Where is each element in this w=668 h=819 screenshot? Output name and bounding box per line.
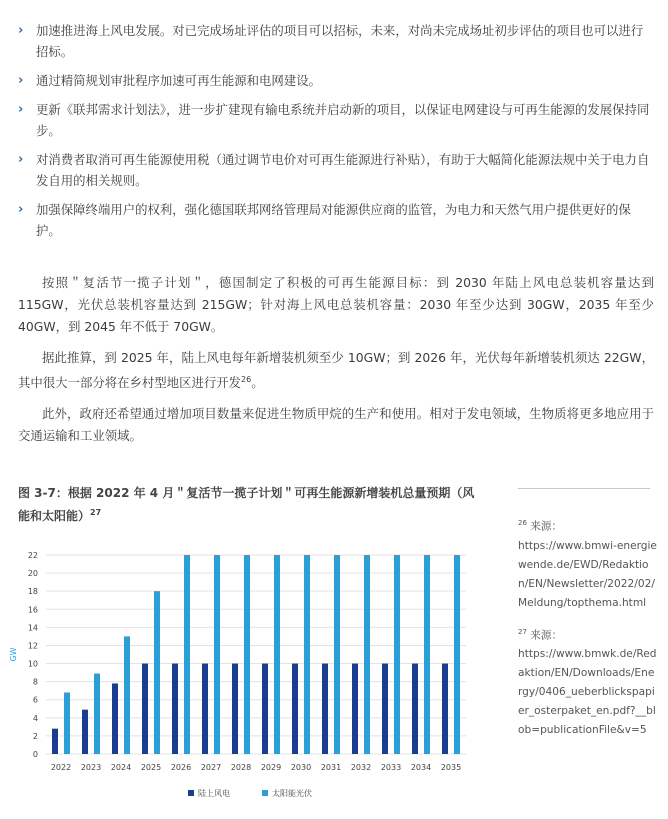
bar	[142, 664, 148, 754]
footnote-number: 27	[518, 627, 527, 636]
bullet-item	[18, 70, 654, 91]
footnote	[518, 514, 658, 613]
paragraph: 按照＂复活节一揽子计划＂，德国制定了积极的可再生能源目标：到 2030 年陆上风电总装机容量达到 115GW，光伏总装机容量达到 215GW；针对海上风电总装机容量：2030 年至少达到 30GW，2035 年至少 40GW，到 2045 年不低于 70GW。	[18, 275, 654, 334]
x-tick-label: 2026	[170, 763, 192, 772]
bullet-item	[18, 99, 654, 141]
chevron-right-icon: ›	[18, 152, 24, 167]
paragraph: 据此推算，到 2025 年，陆上风电每年新增装机须至少 10GW；到 2026 年，光伏每年新增装机须达 22GW，其中很大一部分将在乡村型地区进行开发$^{26}$。	[18, 350, 654, 391]
bar	[184, 555, 190, 754]
figure-caption	[18, 484, 478, 526]
x-tick-label: 2030	[290, 763, 312, 772]
x-tick-label: 2028	[230, 763, 252, 772]
bar	[244, 555, 250, 754]
footnote-ref[interactable]: 26	[241, 375, 252, 384]
x-tick-label: 2032	[350, 763, 372, 772]
chevron-right-icon: ›	[18, 73, 24, 88]
bar	[154, 591, 160, 754]
bar	[172, 664, 178, 754]
legend-swatch	[262, 790, 268, 796]
y-tick-label: 2	[32, 731, 38, 741]
caption-text: 图 3-7：根据 2022 年 4 月＂复活节一揽子计划＂可再生能源新增装机总量预期（风能和太阳能）	[18, 486, 475, 523]
y-tick-label: 16	[27, 605, 38, 615]
bullet-item	[18, 20, 654, 62]
footnote	[518, 623, 658, 741]
bar	[292, 664, 298, 754]
bar	[382, 664, 388, 754]
bar	[202, 664, 208, 754]
x-tick-label: 2033	[380, 763, 402, 772]
x-tick-label: 2035	[440, 763, 462, 772]
bar	[454, 555, 460, 754]
x-tick-label: 2031	[320, 763, 342, 772]
y-tick-label: 22	[27, 551, 38, 560]
bar	[424, 555, 430, 754]
y-tick-label: 6	[32, 695, 38, 705]
footnotes	[518, 514, 658, 750]
footnote-link[interactable]: https://www.bmwi-energiewende.de/EWD/Redaktion/EN/Newsletter/2022/02/Meldung/topthema.html	[518, 539, 657, 609]
capacity-bar-chart	[0, 535, 480, 805]
bar	[262, 664, 268, 754]
paragraph: 此外，政府还希望通过增加项目数量来促进生物质甲烷的生产和使用。相对于发电领域，生物质将更多地应用于交通运输和工业领域。	[18, 406, 654, 444]
bullet-text: 通过精简规划审批程序加速可再生能源和电网建设。	[36, 73, 321, 88]
x-tick-label: 2027	[200, 763, 222, 772]
bullet-text: 更新《联邦需求计划法》，进一步扩建现有输电系统并启动新的项目，以保证电网建设与可再生能源的发展保持同步。	[36, 102, 650, 138]
bar	[112, 683, 118, 754]
chevron-right-icon: ›	[18, 23, 24, 38]
bar	[214, 555, 220, 754]
bar	[394, 555, 400, 754]
y-tick-label: 12	[27, 641, 38, 651]
bar	[352, 664, 358, 754]
bar	[412, 664, 418, 754]
y-tick-label: 14	[27, 623, 38, 633]
bar	[124, 636, 130, 754]
bar	[274, 555, 280, 754]
legend-swatch	[188, 790, 194, 796]
footnote-ref[interactable]: 27	[90, 508, 102, 517]
bar	[94, 673, 100, 754]
x-tick-label: 2023	[80, 763, 102, 772]
bullet-text: 对消费者取消可再生能源使用税（通过调节电价对可再生能源进行补贴），有助于大幅简化能源法规中关于电力自发自用的相关规则。	[36, 152, 650, 188]
footnote-label: 来源：	[530, 629, 563, 642]
bar	[232, 664, 238, 754]
y-tick-label: 20	[27, 569, 38, 579]
bar	[442, 664, 448, 754]
body-paragraphs	[18, 272, 654, 456]
x-tick-label: 2025	[140, 763, 162, 772]
footnote-link[interactable]: https://www.bmwk.de/Redaktion/EN/Downloads/Energy/0406_ueberblickspapier_osterpaket_en.pdf?__blob=publicationFile&v=5	[518, 648, 657, 737]
bar	[322, 664, 328, 754]
chevron-right-icon: ›	[18, 202, 24, 217]
bar	[82, 710, 88, 754]
x-tick-label: 2022	[50, 763, 72, 772]
bullet-item	[18, 199, 654, 241]
paragraph-text: 据此推算，到 2025 年，陆上风电每年新增装机须至少 10GW；到 2026 年，光伏每年新增装机须达 22GW，其中很大一部分将在乡村型地区进行开发	[18, 350, 654, 391]
y-tick-label: 8	[32, 677, 38, 687]
y-tick-label: 0	[32, 750, 38, 759]
legend-label: 太阳能光伏	[272, 789, 312, 798]
bar	[334, 555, 340, 754]
y-tick-label: 4	[32, 713, 38, 723]
bar	[52, 729, 58, 754]
bullet-item	[18, 149, 654, 191]
bullet-text: 加强保障终端用户的权利，强化德国联邦网络管理局对能源供应商的监管，为电力和天然气用户提供更好的保护。	[36, 202, 631, 238]
footnote-divider	[518, 488, 650, 489]
y-axis-label: GW	[9, 647, 18, 662]
footnote-number: 26	[518, 519, 527, 527]
x-tick-label: 2029	[260, 763, 282, 772]
y-tick-label: 10	[27, 659, 38, 669]
x-tick-label: 2034	[410, 763, 432, 772]
bullet-list	[18, 20, 654, 249]
bar	[304, 555, 310, 754]
bar	[364, 555, 370, 754]
y-tick-label: 18	[27, 587, 38, 597]
bar	[64, 692, 70, 754]
chevron-right-icon: ›	[18, 102, 24, 117]
x-tick-label: 2024	[110, 763, 132, 772]
bullet-text: 加速推进海上风电发展。对已完成场址评估的项目可以招标，未来，对尚未完成场址初步评估的项目也可以进行招标。	[36, 23, 644, 59]
footnote-label: 来源：	[530, 520, 563, 533]
legend-label: 陆上风电	[198, 789, 230, 798]
